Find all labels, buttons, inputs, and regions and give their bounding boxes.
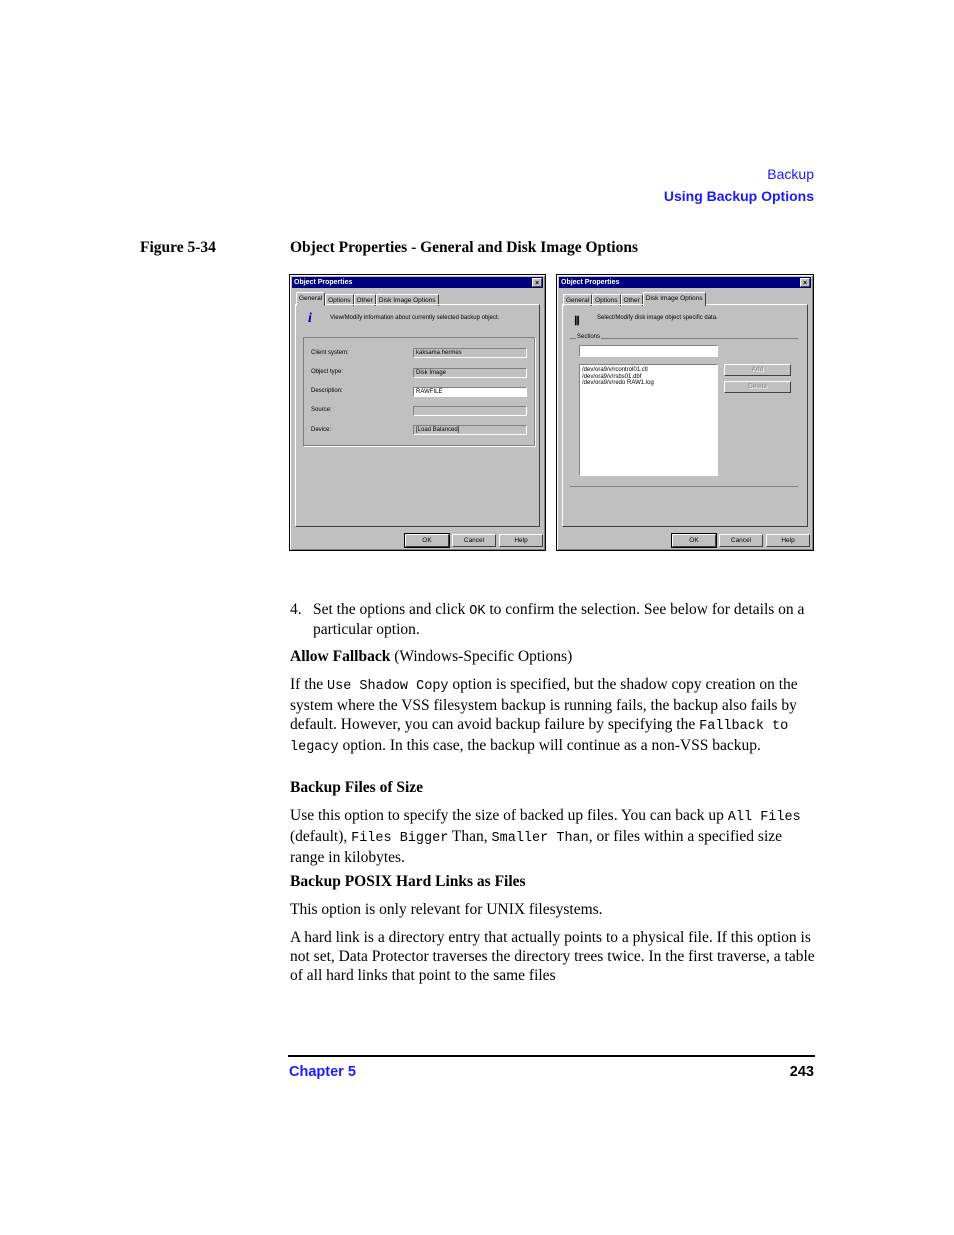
sections-list[interactable]	[579, 364, 718, 476]
tab-general[interactable]: General	[563, 294, 592, 306]
delete-button[interactable]: Delete	[724, 381, 791, 393]
help-button[interactable]: Help	[766, 534, 810, 547]
device-field: [Load Balanced]	[413, 425, 527, 435]
ok-code: OK	[469, 604, 486, 619]
text-part: If the	[290, 676, 328, 693]
heading-suffix: (Windows-Specific Options)	[390, 648, 573, 665]
sections-label: Sections	[577, 334, 601, 340]
object-properties-general-dialog	[289, 274, 546, 551]
text-part: Than,	[448, 828, 492, 845]
step-text-part: to confirm the selection. See below for details on a particular option.	[313, 601, 805, 638]
footer-rule	[288, 1055, 815, 1057]
running-header-subsection: Using Backup Options	[663, 188, 814, 204]
dialog-title: Object Properties	[561, 279, 620, 286]
disk-icon: Ⅱ	[574, 314, 580, 328]
text-part: Use this option to specify the size of backed up files. You can back up	[290, 807, 728, 824]
running-header-section: Backup	[767, 166, 814, 182]
tab-options[interactable]: Options	[592, 294, 620, 306]
allow-fallback-paragraph	[290, 675, 815, 757]
tab-disk-image-options[interactable]: Disk Image Options	[376, 294, 439, 306]
add-button[interactable]: Add	[724, 364, 791, 376]
footer-chapter: Chapter 5	[289, 1064, 356, 1080]
page-number: 243	[789, 1064, 814, 1080]
description-label: Description:	[311, 388, 343, 394]
list-item[interactable]: /dev/ora9/v/redo RAW1.log	[582, 380, 654, 386]
step-text	[313, 601, 813, 639]
code-files-bigger: Files Bigger	[351, 831, 449, 846]
info-text: Select/Modify disk image object specific data.	[597, 315, 718, 321]
tab-disk-image-options[interactable]: Disk Image Options	[643, 292, 706, 306]
help-button[interactable]: Help	[499, 534, 543, 547]
tab-other[interactable]: Other	[621, 294, 643, 306]
text-part: (default),	[290, 828, 352, 845]
text-part: option is specified, but the shadow copy creation on the system where the VSS filesystem backup is running fails, the backup also fails by default. However, you can avoid backup failure by specifying the	[290, 676, 798, 733]
cancel-button[interactable]: Cancel	[452, 534, 496, 547]
figure-number: Figure 5-34	[140, 239, 216, 256]
figure-title: Object Properties - General and Disk Image Options	[290, 239, 639, 256]
code-use-shadow-copy: Use Shadow Copy	[327, 679, 449, 694]
posix-heading: Backup POSIX Hard Links as Files	[290, 873, 526, 890]
source-field	[413, 406, 527, 416]
description-input[interactable]: RAWFILE	[413, 387, 527, 397]
heading-text: Allow Fallback	[290, 648, 391, 665]
ok-button[interactable]: OK	[672, 534, 716, 547]
backup-size-heading: Backup Files of Size	[290, 779, 424, 796]
dialog-title-bar	[559, 277, 811, 288]
info-text: View/Modify information about currently selected backup object.	[330, 315, 500, 321]
ok-button[interactable]: OK	[405, 534, 449, 547]
section-input[interactable]	[579, 345, 718, 357]
info-icon: i	[308, 311, 312, 326]
step-text-part: Set the options and click	[313, 601, 470, 618]
cancel-button[interactable]: Cancel	[719, 534, 763, 547]
text-part: , or files within a specified size range in kilobytes.	[290, 828, 783, 866]
step-number: 4.	[290, 601, 302, 618]
backup-size-paragraph	[290, 806, 815, 867]
object-type-label: Object type:	[311, 369, 344, 375]
close-icon[interactable]: ×	[800, 278, 810, 287]
device-label: Device:	[311, 427, 332, 433]
list-item[interactable]: /dev/ora9/v/rcontrol01.ctl	[582, 367, 648, 373]
code-smaller-than: Smaller Than	[491, 831, 589, 846]
posix-paragraph-2: A hard link is a directory entry that actually points to a physical file. If this option is not set, Data Protector traverses the directory trees twice. In the first traverse, a table of all hard links that point to the same files	[290, 929, 815, 984]
object-type-field: Disk Image	[413, 368, 527, 378]
code-all-files: All Files	[727, 810, 801, 825]
object-properties-disk-image-dialog	[556, 274, 814, 551]
tab-other[interactable]: Other	[354, 294, 376, 306]
client-system-field: kaksama.hermes	[413, 348, 527, 358]
tab-general[interactable]: General	[296, 292, 325, 306]
client-system-label: Client system:	[311, 350, 349, 356]
posix-paragraph-1: This option is only relevant for UNIX filesystems.	[290, 901, 603, 918]
dialog-title-bar	[292, 277, 543, 288]
close-icon[interactable]: ×	[532, 278, 542, 287]
tab-options[interactable]: Options	[325, 294, 353, 306]
list-item[interactable]: /dev/ora9/v/rsbs01.dbf	[582, 373, 642, 380]
code-fallback-to-legacy: Fallback to legacy	[290, 719, 789, 755]
allow-fallback-heading	[290, 647, 815, 666]
text-part: option. In this case, the backup will continue as a non-VSS backup.	[338, 737, 761, 754]
source-label: Source:	[311, 407, 332, 413]
dialog-title: Object Properties	[294, 279, 353, 286]
